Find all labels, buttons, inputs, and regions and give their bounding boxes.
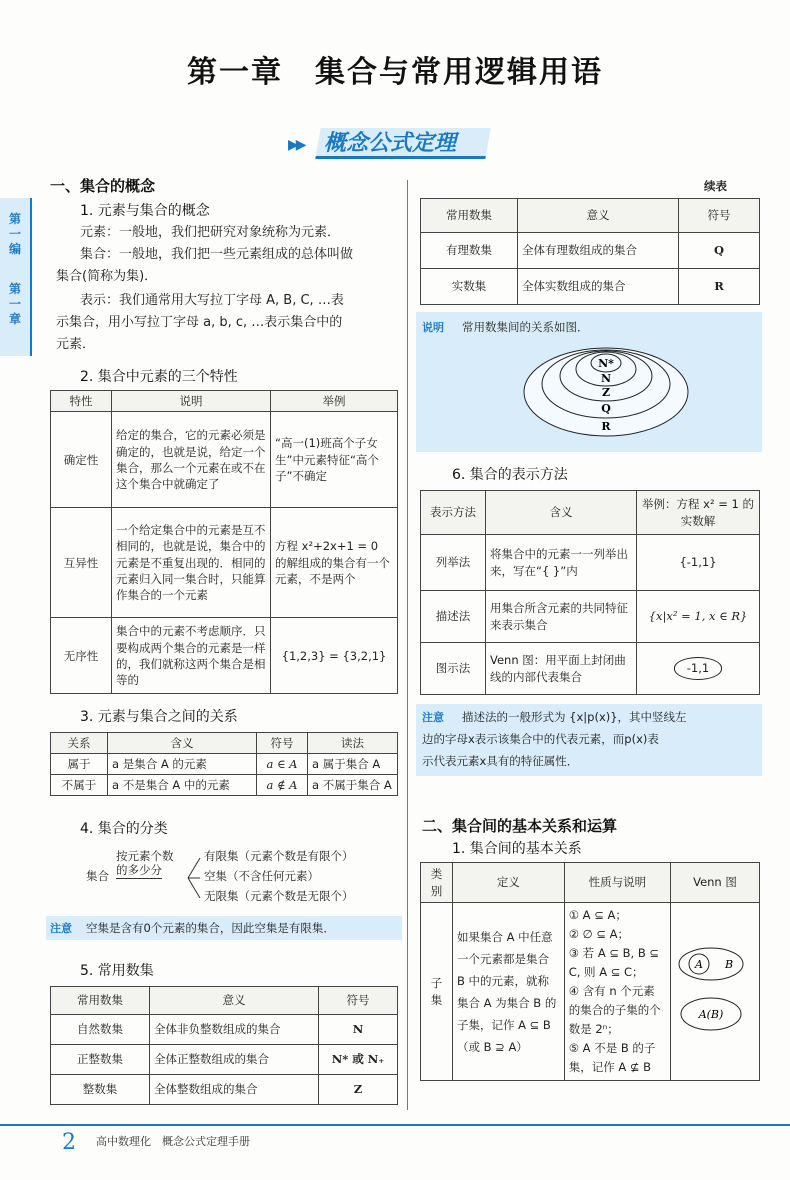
table-header: 定义 (452, 863, 564, 903)
table-cell: a ∉ A (257, 775, 308, 796)
table-cell: 属于 (51, 754, 108, 775)
side-tab-part: 第一编 (8, 212, 21, 256)
table-cell: a 属于集合 A (308, 754, 398, 775)
nested-sets-diagram (516, 342, 696, 446)
table-cell: N (319, 1015, 398, 1045)
table-cell: 用集合所含元素的共同特征来表示集合 (486, 591, 637, 643)
table-row (51, 1015, 398, 1045)
set-label-q: Q (601, 402, 611, 415)
paragraph-set-b: 集合(简称为集)． (56, 269, 158, 284)
table-cell: 全体非负整数组成的集合 (150, 1015, 319, 1045)
set-label-r: R (601, 420, 611, 433)
table-header: 符号 (679, 199, 760, 233)
class-root: 集合 (86, 869, 109, 883)
property-item: ④ 含有 n 个元素的集合的子集的个数是 2ⁿ； (568, 984, 661, 1036)
brace-lines (186, 850, 204, 906)
table-cell: 整数集 (51, 1075, 150, 1105)
table-cell: 将集合中的元素一一列举出来，写在“{ }”内 (486, 535, 637, 591)
representation-table (420, 490, 760, 695)
subset-venn-diagrams (675, 934, 755, 1044)
table-header: 意义 (518, 199, 679, 233)
note-text: 常用数集间的关系如图． (462, 320, 589, 334)
table-header: 举例 (271, 391, 398, 412)
table-cell: 互异性 (51, 508, 112, 618)
subheading-4: 4. 集合的分类 (80, 821, 168, 837)
property-item: ③ 若 A ⊆ B, B ⊆ C, 则 A ⊆ C； (568, 946, 660, 979)
subheading-2: 2. 集合中元素的三个特性 (80, 369, 238, 385)
subheading-1: 1. 元素与集合的概念 (80, 203, 210, 219)
table-cell: a 不属于集合 A (308, 775, 398, 796)
table-cell: 不属于 (51, 775, 108, 796)
venn-label-inner: A (695, 958, 703, 972)
table-header: 举例：方程 x² = 1 的实数解 (637, 491, 760, 535)
note-line-2: 边的字母x表示该集合中的代表元素，而p(x)表 (422, 732, 659, 746)
table-header: Venn 图 (671, 863, 760, 903)
banner-title: 概念公式定理 (324, 131, 457, 156)
table-cell: Venn 图：用平面上封闭曲线的内部代表集合 (486, 643, 637, 695)
table-header: 常用数集 (421, 199, 518, 233)
table-row (51, 754, 398, 775)
table-row (51, 1045, 398, 1075)
table-cell: R (679, 269, 760, 305)
class-item-empty: 空集（不含任何元素） (204, 869, 319, 883)
classification-diagram (86, 848, 406, 912)
subheading-5: 5. 常用数集 (80, 963, 154, 979)
table-row (421, 233, 760, 269)
table-cell: 集合中的元素不考虑顺序．只要构成两个集合的元素是一样的，我们就称这两个集合是相等的 (112, 618, 271, 694)
property-item: ⑤ A 不是 B 的子集，记作 A ⊈ B (568, 1041, 656, 1074)
table-row (51, 618, 398, 694)
section-banner (288, 126, 516, 162)
note-line-3: 示代表元素x具有的特征属性． (422, 754, 579, 768)
table-header: 含义 (108, 733, 257, 754)
table-cell: 有理数集 (421, 233, 518, 269)
chapter-title: 第一章 集合与常用逻辑用语 (187, 55, 603, 90)
table-cell: 全体有理数组成的集合 (518, 233, 679, 269)
table-header: 意义 (150, 987, 319, 1015)
table-cell: Z (319, 1075, 398, 1105)
table-cell: “高一(1)班高个子女生”中元素特征“高个子”不确定 (271, 412, 398, 508)
table-cell: 子集 (421, 903, 453, 1081)
table-header: 关系 (51, 733, 108, 754)
column-divider (407, 180, 408, 1110)
table-row (51, 412, 398, 508)
table-row (421, 269, 760, 305)
table-cell: 全体实数组成的集合 (518, 269, 679, 305)
table-row (421, 903, 760, 1081)
table-header: 常用数集 (51, 987, 150, 1015)
set-label-z: Z (601, 386, 611, 399)
table-cell: 实数集 (421, 269, 518, 305)
table-cell: a 是集合 A 的元素 (108, 754, 257, 775)
section-heading-2: 二、集合间的基本关系和运算 (422, 817, 618, 835)
table-cell: N* 或 N₊ (319, 1045, 398, 1075)
table-header: 说明 (112, 391, 271, 412)
table-row (421, 535, 760, 591)
table-cell (564, 903, 670, 1081)
page-number: 2 (62, 1130, 76, 1155)
table-header: 含义 (486, 491, 637, 535)
number-set-table (50, 986, 398, 1105)
relation-table (50, 732, 398, 796)
double-arrow-icon: ▶▶ (288, 137, 304, 153)
side-tab-chapter: 第一章 (8, 282, 21, 326)
table-cell: 描述法 (421, 591, 486, 643)
paragraph-notation-b: 示集合，用小写拉丁字母 a, b, c, …表示集合中的 (56, 315, 343, 330)
subset-table (420, 862, 760, 1081)
table-row (421, 591, 760, 643)
table-row (51, 508, 398, 618)
table-cell: {x|x² = 1, x ∈ R} (637, 591, 760, 643)
table-cell: 自然数集 (51, 1015, 150, 1045)
set-label-nstar: N* (598, 357, 614, 370)
table-cell: 一个给定集合中的元素是互不相同的，也就是说，集合中的元素是不重复出现的．相同的元素归入同一集合时，只能算作集合的一个元素 (112, 508, 271, 618)
footer-rule (0, 1124, 790, 1126)
book-title: 高中数理化 概念公式定理手册 (96, 1135, 250, 1148)
property-item: ① A ⊆ A； (568, 908, 627, 922)
table-header: 符号 (319, 987, 398, 1015)
table-cell: 给定的集合，它的元素必须是确定的，也就是说，给定一个集合，那么一个元素在或不在这个集合中就确定了 (112, 412, 271, 508)
note-box-3 (416, 704, 762, 776)
subheading-3: 3. 元素与集合之间的关系 (80, 709, 238, 725)
table-header: 符号 (257, 733, 308, 754)
venn-example: -1,1 (674, 657, 722, 679)
table-header: 类别 (421, 863, 453, 903)
note-box-1 (46, 916, 402, 940)
table-cell: {-1,1} (637, 535, 760, 591)
note-label: 注意 (422, 711, 444, 724)
note-line-1: 描述法的一般形式为 {x|p(x)}，其中竖线左 (462, 710, 687, 724)
table-cell: 确定性 (51, 412, 112, 508)
continued-label: 续表 (704, 179, 727, 193)
note-box-2 (416, 312, 762, 452)
table-cell: a 不是集合 A 中的元素 (108, 775, 257, 796)
table-cell: Q (679, 233, 760, 269)
note-label: 注意 (50, 922, 72, 935)
class-item-infinite: 无限集（元素个数是无限个） (204, 889, 354, 903)
section-heading-1: 一、集合的概念 (50, 177, 156, 195)
paragraph-notation-a: 表示：我们通常用大写拉丁字母 A, B, C, …表 (80, 293, 344, 308)
table-cell: 全体正整数组成的集合 (150, 1045, 319, 1075)
table-row (421, 643, 760, 695)
table-cell (637, 643, 760, 695)
class-item-finite: 有限集（元素个数是有限个） (204, 849, 354, 863)
set-label-n: N (600, 372, 612, 385)
table-cell: 正整数集 (51, 1045, 150, 1075)
table-row (51, 1075, 398, 1105)
table-cell (671, 903, 760, 1081)
table-header: 读法 (308, 733, 398, 754)
table-row (51, 775, 398, 796)
note-label: 说明 (422, 321, 444, 334)
table-cell: 方程 x²+2x+1 = 0 的解组成的集合有一个元素，不是两个 (271, 508, 398, 618)
table-cell: 图示法 (421, 643, 486, 695)
paragraph-element: 元素：一般地，我们把研究对象统称为元素． (80, 225, 341, 240)
table-cell: 无序性 (51, 618, 112, 694)
paragraph-set-a: 集合：一般地，我们把一些元素组成的总体叫做 (80, 247, 354, 262)
venn-label-equal: A(B) (698, 1008, 724, 1022)
table-cell: {1,2,3} = {3,2,1} (271, 618, 398, 694)
paragraph-notation-c: 元素． (56, 337, 96, 352)
subheading-6: 6. 集合的表示方法 (452, 467, 568, 483)
table-header: 特性 (51, 391, 112, 412)
number-set-table-continued (420, 198, 760, 305)
side-tab (0, 198, 32, 356)
table-header: 表示方法 (421, 491, 486, 535)
properties-table (50, 390, 398, 694)
table-header: 性质与说明 (564, 863, 670, 903)
class-criterion-2: 的多少分 (116, 862, 162, 879)
venn-label-outer: B (724, 958, 734, 972)
table-cell: 如果集合 A 中任意一个元素都是集合 B 中的元素，就称集合 A 为集合 B 的子集，记作 A ⊆ B（或 B ⊇ A） (452, 903, 564, 1081)
class-criterion-1: 按元素个数 (116, 849, 174, 863)
note-text: 空集是含有0个元素的集合，因此空集是有限集． (86, 921, 335, 935)
property-item: ② ∅ ⊆ A； (568, 927, 629, 941)
table-cell: 全体整数组成的集合 (150, 1075, 319, 1105)
table-cell: 列举法 (421, 535, 486, 591)
table-cell: a ∈ A (257, 754, 308, 775)
subheading-7: 1. 集合间的基本关系 (452, 841, 582, 857)
